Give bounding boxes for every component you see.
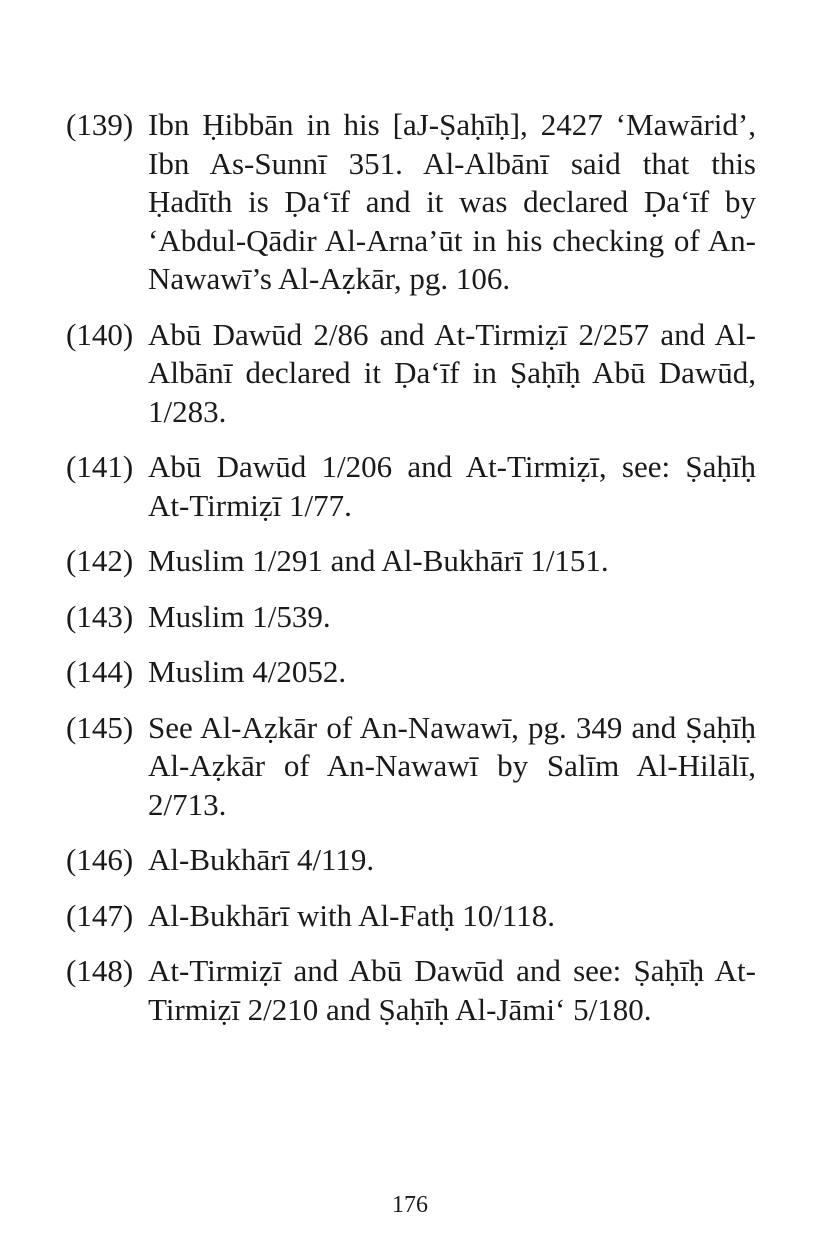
- footnote-147: [66, 897, 756, 936]
- footnote-143: [66, 598, 756, 637]
- footnote-number: (142): [66, 543, 134, 578]
- footnote-148: [66, 952, 756, 1029]
- footnote-text: Abū Dawūd 1/206 and At-Tirmiẓī, see: Ṣaḥīḥ At-Tirmiẓī 1/77.: [148, 449, 756, 523]
- footnote-number: (144): [66, 654, 134, 689]
- footnote-146: [66, 841, 756, 880]
- footnote-text: Al-Bukhārī 4/119.: [148, 842, 375, 877]
- footnote-text: Muslim 1/539.: [148, 598, 331, 634]
- footnote-139: [66, 106, 756, 299]
- footnote-141: [66, 448, 756, 525]
- footnote-142: [66, 542, 756, 581]
- footnote-text: At-Tirmiẓī and Abū Dawūd and see: Ṣaḥīḥ At-Tirmiẓī 2/210 and Ṣaḥīḥ Al-Jāmi‘ 5/180.: [148, 953, 756, 1027]
- footnote-number: (146): [66, 842, 134, 877]
- footnotes-list: [66, 106, 756, 1046]
- footnote-number: (139): [66, 107, 134, 142]
- footnote-number: (141): [66, 449, 134, 484]
- footnote-text: See Al-Aẓkār of An-Nawawī, pg. 349 and Ṣaḥīḥ Al-Aẓkār of An-Nawawī by Salīm Al-Hilālī, 2/713.: [148, 709, 756, 822]
- footnote-number: (145): [66, 709, 134, 745]
- footnote-text: Muslim 4/2052.: [148, 654, 347, 689]
- footnote-number: (147): [66, 897, 134, 933]
- footnote-text: Al-Bukhārī with Al-Fatḥ 10/118.: [148, 897, 555, 933]
- footnote-text: Abū Dawūd 2/86 and At-Tirmiẓī 2/257 and Al-Albānī declared it Ḍa‘īf in Ṣaḥīḥ Abū Dawūd, 1/283.: [148, 316, 756, 429]
- page-number: 176: [392, 1192, 428, 1218]
- footnote-number: (148): [66, 953, 134, 988]
- footnote-text: Muslim 1/291 and Al-Bukhārī 1/151.: [148, 543, 609, 578]
- footnote-145: [66, 709, 756, 825]
- footnote-number: (140): [66, 316, 134, 352]
- footnote-number: (143): [66, 598, 134, 634]
- footnote-140: [66, 316, 756, 432]
- footnote-text: Ibn Ḥibbān in his [aJ-Ṣaḥīḥ], 2427 ‘Mawārid’, Ibn As-Sunnī 351. Al-Albānī said that this Ḥadīth is Ḍa‘īf and it was declared Ḍa‘īf by ‘Abdul-Qādir Al-Arna’ūt in his checking of An-Nawawī’s Al-Aẓkār, pg. 106.: [148, 107, 756, 296]
- footnote-144: [66, 653, 756, 692]
